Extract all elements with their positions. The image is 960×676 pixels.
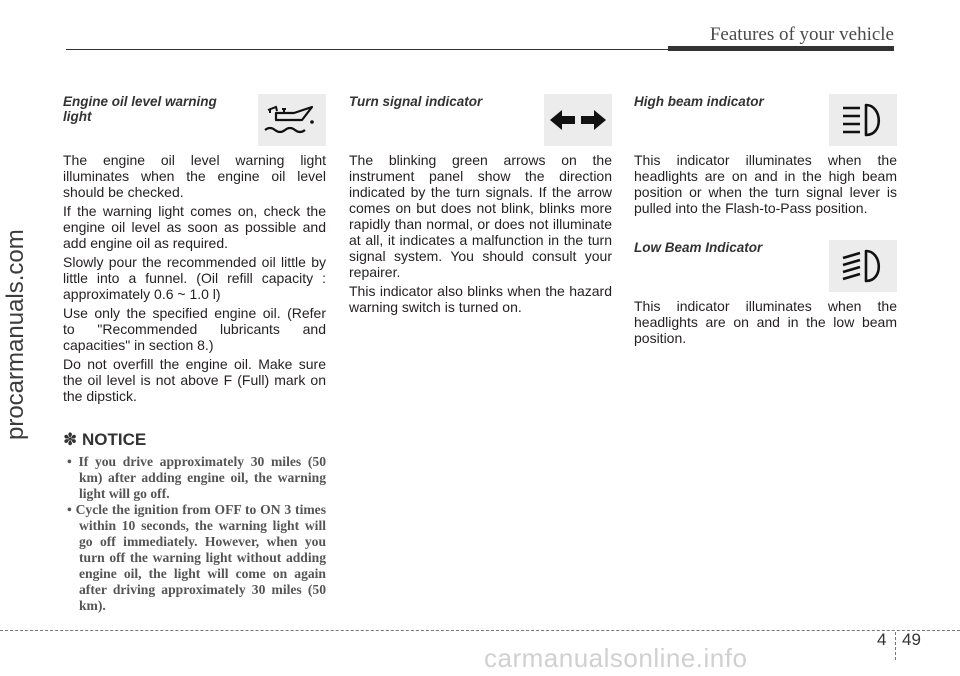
- notice-title: ✽ NOTICE: [63, 430, 147, 449]
- page-number-separator: [895, 632, 896, 660]
- high-beam-icon: [829, 94, 897, 146]
- engine-oil-heading: Engine oil level warning light: [63, 94, 217, 124]
- engine-oil-section-header: [63, 94, 326, 152]
- notice-item: • If you drive approximately 30 miles (50 km) after adding engine oil, the warning light will go off.: [67, 454, 326, 501]
- high-beam-section-header: [634, 94, 897, 152]
- low-beam-paragraph: This indicator illuminates when the headlights are on and in the low beam position.: [634, 298, 897, 346]
- column-2: [349, 94, 612, 318]
- notice-list: [63, 454, 326, 614]
- low-beam-section-header: [634, 240, 897, 298]
- notice-item: • Cycle the ignition from OFF to ON 3 times within 10 seconds, the warning light will go off immediately. However, when you turn off the warning light without adding engine oil, the light will come on again after driving approximately 30 miles (50 km).: [67, 502, 326, 613]
- header-rule: [66, 49, 670, 50]
- turn-signal-section-header: [349, 94, 612, 152]
- header-rule-accent: [668, 46, 894, 51]
- chapter-number: 4: [877, 630, 887, 649]
- turn-signal-paragraph: The blinking green arrows on the instrument panel show the direction indicated by the turn signals. If the arrow comes on but does not blink, blinks more rapidly than normal, or does not illuminate at all, it indicates a malfunction in the turn signal system. You should consult your repairer.: [349, 152, 612, 280]
- watermark-left: procarmanuals.com: [2, 229, 29, 440]
- engine-oil-paragraph: The engine oil level warning light illuminates when the engine oil level should be checked.: [63, 152, 326, 200]
- engine-oil-paragraph: If the warning light comes on, check the engine oil level as soon as possible and add engine oil as required.: [63, 203, 326, 251]
- engine-oil-paragraph: Do not overfill the engine oil. Make sure the oil level is not above F (Full) mark on the dipstick.: [63, 356, 326, 404]
- turn-signal-heading: Turn signal indicator: [349, 94, 483, 109]
- oil-can-icon: [258, 94, 326, 146]
- low-beam-heading: Low Beam Indicator: [634, 240, 763, 255]
- engine-oil-paragraph: Slowly pour the recommended oil little by little into a funnel. (Oil refill capacity : approximately 0.6 ~ 1.0 l): [63, 254, 326, 302]
- turn-signal-arrows-icon: [544, 94, 612, 146]
- page-number: 49: [902, 630, 921, 649]
- column-3: [634, 94, 897, 349]
- header-title: Features of your vehicle: [709, 24, 894, 45]
- footer-rule: [0, 630, 960, 631]
- turn-signal-paragraph: This indicator also blinks when the hazard warning switch is turned on.: [349, 283, 612, 315]
- watermark-bottom: carmanualsonline.info: [484, 643, 748, 673]
- high-beam-paragraph: This indicator illuminates when the headlights are on and in the high beam position or when the turn signal lever is pulled into the Flash-to-Pass position.: [634, 152, 897, 216]
- engine-oil-paragraph: Use only the specified engine oil. (Refer to "Recommended lubricants and capacities" in section 8.): [63, 305, 326, 353]
- low-beam-icon: [829, 240, 897, 292]
- column-1: [63, 94, 326, 614]
- high-beam-heading: High beam indicator: [634, 94, 764, 109]
